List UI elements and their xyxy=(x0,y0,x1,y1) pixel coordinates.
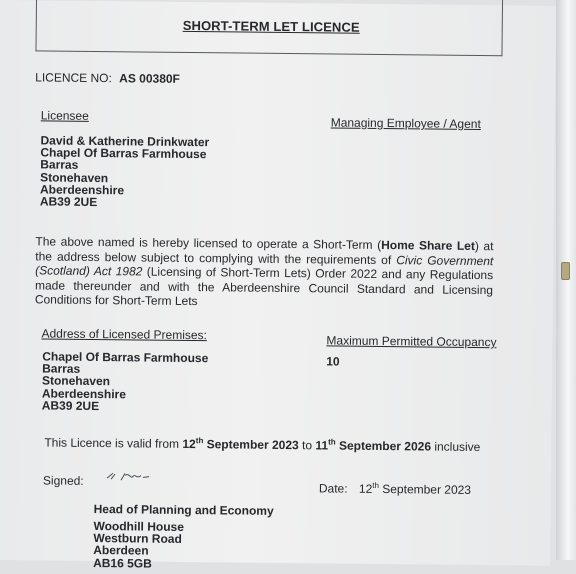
validity-text: This Licence is valid from xyxy=(44,435,183,451)
signatory-address xyxy=(93,520,184,570)
validity-text: inclusive xyxy=(430,439,481,455)
validity-line xyxy=(44,434,480,454)
document-title: SHORT-TERM LET LICENCE xyxy=(182,17,360,35)
licence-number-value: AS 00380F xyxy=(119,71,180,86)
agent-heading: Managing Employee / Agent xyxy=(330,115,481,132)
signature-scribble xyxy=(105,469,153,484)
signatory-line: AB16 5GB xyxy=(93,555,152,571)
licensee-address xyxy=(40,134,209,209)
licence-number-row xyxy=(35,70,180,86)
signed-label: Signed: xyxy=(42,473,84,488)
licensee-line: AB39 2UE xyxy=(39,194,98,210)
signatory-line: Aberdeen xyxy=(93,543,149,558)
occupancy-heading: Maximum Permitted Occupancy xyxy=(326,333,497,350)
premises-line: AB39 2UE xyxy=(41,398,100,413)
valid-to: 11th September 2026 xyxy=(315,437,432,454)
date-row xyxy=(319,480,471,497)
validity-text: to xyxy=(298,438,316,453)
date-label: Date: xyxy=(318,481,348,496)
occupancy-value: 10 xyxy=(326,354,340,369)
signatory-line: Westburn Road xyxy=(93,531,182,547)
frame-clip xyxy=(561,262,570,280)
licence-number-label: LICENCE NO: xyxy=(35,70,112,86)
signatory-title: Head of Planning and Economy xyxy=(93,502,274,518)
licensee-line: Stonehaven xyxy=(40,170,109,185)
licensee-line: David & Katherine Drinkwater xyxy=(40,133,210,150)
date-value: 12th September 2023 xyxy=(358,480,472,497)
licensee-line: Barras xyxy=(40,157,79,173)
let-type: Home Share Let xyxy=(381,238,475,253)
signatory-line: Woodhill House xyxy=(93,519,185,534)
statement-text: ) at the address below subject to complying with the requirements of xyxy=(35,238,494,267)
premises-line: Chapel Of Barras Farmhouse xyxy=(42,349,209,366)
premises-line: Aberdeenshire xyxy=(41,386,126,401)
premises-line: Barras xyxy=(42,361,81,377)
valid-from: 12th September 2023 xyxy=(182,436,299,453)
licensee-line: Chapel Of Barras Farmhouse xyxy=(40,145,207,162)
licensee-line: Aberdeenshire xyxy=(39,182,125,198)
premises-address xyxy=(42,350,209,413)
licensee-heading: Licensee xyxy=(40,108,89,123)
display-frame xyxy=(556,0,576,560)
premises-heading: Address of Licensed Premises: xyxy=(41,326,207,343)
act-name: Civic Government (Scotland) Act 1982 xyxy=(35,252,494,279)
premises-line: Stonehaven xyxy=(41,373,111,389)
statement-text: (Licensing of Short-Term Lets) Order 2022 and any Regulations made thereunder and with the Aberdeenshire Council Standard and Licensing Conditions for Short-Term Lets xyxy=(34,264,494,309)
statement-text: The above named is hereby licensed to operate a Short-Term ( xyxy=(35,234,382,253)
licence-statement xyxy=(35,234,494,311)
